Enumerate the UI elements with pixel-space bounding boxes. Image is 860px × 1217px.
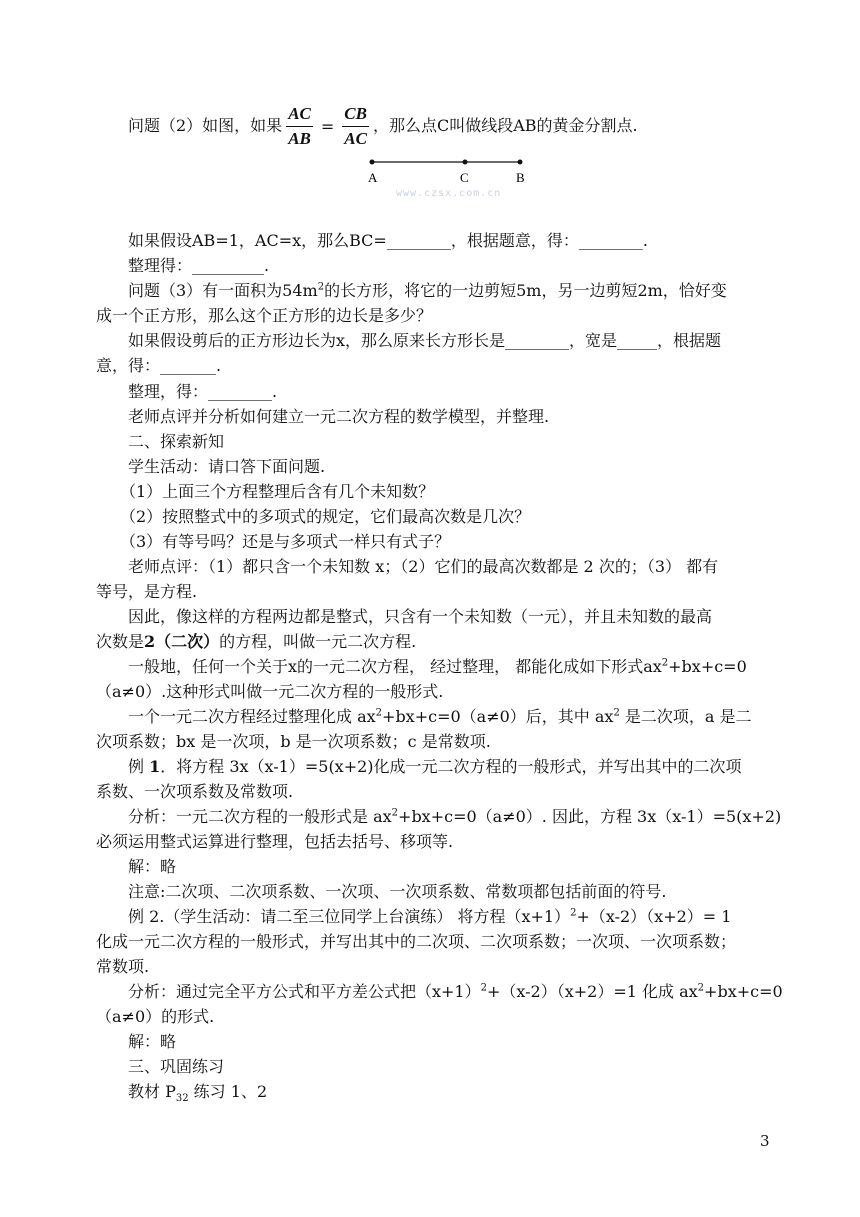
text-line: 老师点评：（1）都只含一个未知数 x；（2）它们的最高次数都是 2 次的；（3） 都有 [128,557,719,576]
text-line [128,280,727,302]
page-number: 3 [760,1132,770,1150]
superscript: 2 [697,982,705,994]
fraction-denominator: AB [288,129,311,148]
text-span: ．将方程 3x（x-1）=5(x+2)化成一元二次方程的一般形式，并写出其中的二次项 [160,757,742,776]
equals-sign: = [320,116,335,136]
text-line: 整理得：_________. [128,256,270,275]
fraction-denominator: AC [344,129,367,148]
text-line: 老师点评并分析如何建立一元二次方程的数学模型，并整理. [128,407,550,426]
text-line: （a≠0）.这种形式叫做一元二次方程的一般形式. [96,682,444,701]
note-line: 注意:二次项、二次项系数、一次项、一次项系数、常数项都包括前面的符号. [128,882,667,901]
bold-span: 2（二次） [144,632,220,651]
text-line: （2）按照整式中的多项式的规定，它们最高次数是几次？ [120,507,531,526]
superscript: 2 [613,707,620,719]
text-line: 意，得：_______. [96,356,222,375]
superscript: 2 [480,982,487,994]
text-span: 问题（2）如图，如果 [128,116,283,135]
text-line: 次项系数；bx 是一次项，b 是一次项系数；c 是常数项. [96,732,491,751]
point-b [518,160,523,165]
watermark: www.czsx.com.cn [396,188,502,199]
fraction-cb-ac [342,103,369,150]
text-line: 必须运用整式运算进行整理，包括去括号、移项等. [96,832,454,851]
text-line: 解：略 [128,1032,177,1051]
text-span: +（x-2）（x+2）= 1 [576,907,732,926]
text-span: 的方程，叫做一元二次方程. [219,632,417,651]
text-span: ，那么点C叫做线段AB的黄金分割点. [372,116,638,135]
text-line: 化成一元二次方程的一般形式，并写出其中的二次项、二次项系数；一次项、一次项系数； [96,932,737,951]
subscript: 32 [175,1093,189,1105]
text-span: 练习 1、2 [188,1082,268,1101]
label-a: A [368,170,378,185]
text-line: 整理，得：________. [128,382,278,401]
point-c [463,160,468,165]
text-line [128,656,747,678]
text-span: 教材 P [128,1082,176,1101]
text-line [128,1081,267,1103]
golden-section-question [128,101,638,152]
text-span: 次数是 [96,632,145,651]
text-line [96,631,416,653]
bold-span: 1 [149,757,161,776]
text-span: +bx+c=0 [704,982,783,1001]
text-line: 学生活动：请口答下面问题. [128,457,326,476]
text-span: +bx+c=0（a≠0）. 因此，方程 3x（x-1）=5(x+2) [398,807,782,826]
text-line [128,756,742,778]
text-line: 系数、一次项系数及常数项. [96,782,294,801]
text-line: 常数项. [96,957,150,976]
segment-drawing [360,152,540,192]
text-line: （a≠0）的形式. [96,1007,215,1026]
point-a [370,160,375,165]
superscript: 2 [317,281,325,293]
text-line: 成一个正方形，那么这个正方形的边长是多少？ [96,306,433,325]
text-span: +bx+c=0（a≠0）后，其中 ax [382,707,614,726]
section-heading: 三、巩固练习 [128,1057,225,1076]
text-span: 的长方形，将它的一边剪短5m，另一边剪短2m，恰好变 [324,281,727,300]
text-span: 一般地，任何一个关于x的一元二次方程， 经过整理， 都能化成如下形式ax [128,657,662,676]
label-b: B [516,170,525,185]
segment-diagram [360,152,540,212]
text-line: 如果假设剪后的正方形边长为x，那么原来长方形长是________，宽是_____，根据题 [128,331,722,350]
section-heading: 二、探索新知 [128,432,225,451]
text-line [128,706,752,728]
text-span: 分析：一元二次方程的一般形式是 ax [128,807,392,826]
fraction-ac-ab [286,103,313,150]
fraction-numerator: AC [286,103,313,127]
text-span: +（x-2）（x+2）=1 化成 ax [487,982,698,1001]
text-line [128,806,781,828]
text-span: 问题（3）有一面积为54m [128,281,318,300]
text-span: 一个一元二次方程经过整理化成 ax [128,707,376,726]
text-line: （1）上面三个方程整理后含有几个未知数？ [120,482,435,501]
superscript: 2 [391,807,399,819]
text-span: 例 2.（学生活动：请二至三位同学上台演练） 将方程（x+1） [128,907,571,926]
superscript: 2 [570,907,577,919]
text-span: 是二次项，a 是二 [619,707,752,726]
text-span: 例 [128,757,150,776]
superscript: 2 [375,707,383,719]
text-span: 分析：通过完全平方公式和平方差公式把（x+1） [128,982,481,1001]
text-line: 解：略 [128,857,177,876]
text-span: +bx+c=0 [668,657,747,676]
label-c: C [460,170,469,185]
text-line: 如果假设AB=1，AC=x，那么BC=________，根据题意，得：________. [128,231,648,250]
text-line: （3）有等号吗？还是与多项式一样只有式子？ [120,532,451,551]
text-line [128,981,783,1003]
text-line: 因此，像这样的方程两边都是整式，只含有一个未知数（一元），并且未知数的最高 [128,607,713,626]
text-line: 等号，是方程. [96,582,198,601]
superscript: 2 [661,657,669,669]
text-line [128,906,731,928]
fraction-numerator: CB [342,103,369,127]
